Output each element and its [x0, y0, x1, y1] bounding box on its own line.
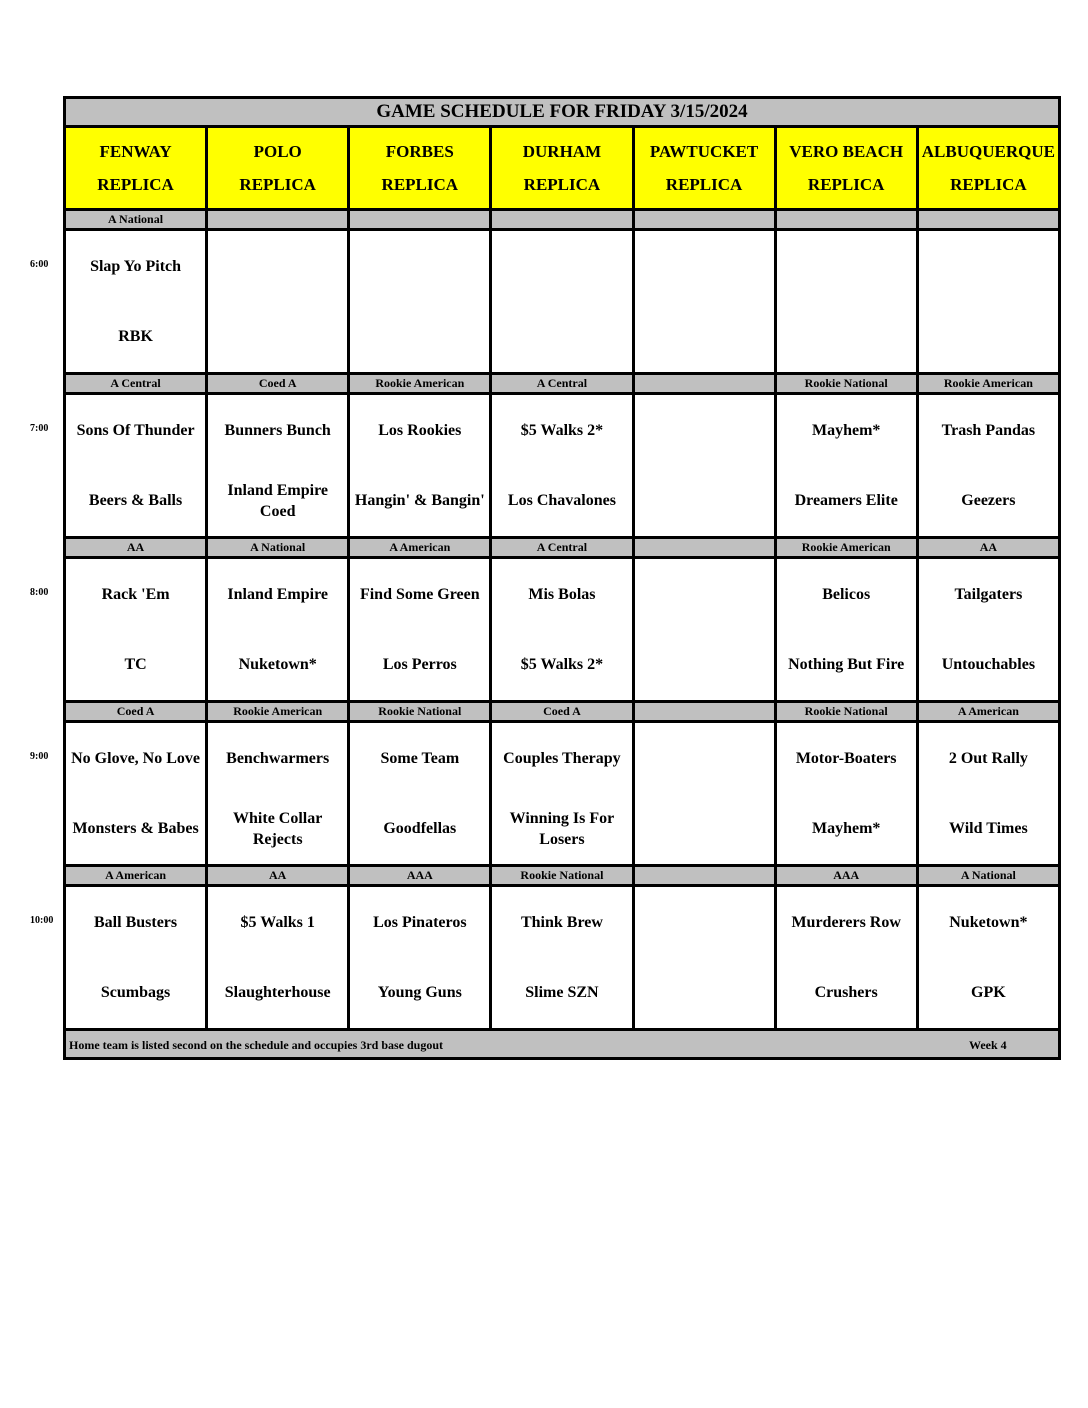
game-cell [349, 722, 491, 866]
home-team-slot [635, 958, 774, 1028]
game-cell [917, 230, 1059, 374]
game-cell [775, 558, 917, 702]
home-team-name: Beers & Balls [88, 492, 183, 509]
home-team-slot [635, 302, 774, 372]
footer-cell [65, 1030, 1060, 1059]
away-team-name: Tailgaters [954, 586, 1023, 603]
home-team-name: Inland Empire Coed [227, 481, 328, 520]
game-cell [65, 558, 207, 702]
division-label [491, 210, 633, 230]
game-cell [207, 394, 349, 538]
game-cell [775, 230, 917, 374]
division-label: Rookie National [491, 866, 633, 886]
division-label [633, 702, 775, 722]
away-team-slot [777, 724, 916, 794]
home-team-name: RBK [118, 328, 153, 345]
away-team-slot [208, 232, 347, 302]
division-label: Rookie American [917, 374, 1059, 394]
away-team-slot [492, 396, 631, 466]
field-name: DURHAM [522, 142, 602, 161]
home-team-name: $5 Walks 2* [520, 656, 604, 673]
division-label: A American [917, 702, 1059, 722]
schedule-title: GAME SCHEDULE FOR FRIDAY 3/15/2024 [65, 98, 1060, 127]
division-label [349, 210, 491, 230]
away-team-name: Trash Pandas [941, 422, 1036, 439]
game-row [65, 722, 1060, 866]
away-team-slot [66, 232, 205, 302]
division-label: A Central [491, 374, 633, 394]
footer-row [65, 1030, 1060, 1059]
field-type: REPLICA [950, 175, 1027, 194]
home-team-name: GPK [971, 984, 1006, 1001]
away-team-slot [777, 560, 916, 630]
away-team-name: Inland Empire [227, 586, 328, 603]
division-row [65, 866, 1060, 886]
game-row [65, 394, 1060, 538]
division-label: Rookie National [349, 702, 491, 722]
game-cell [65, 394, 207, 538]
field-type: REPLICA [807, 175, 885, 194]
home-team-slot [208, 466, 347, 536]
game-cell [207, 558, 349, 702]
game-cell [917, 558, 1059, 702]
division-label: Coed A [65, 702, 207, 722]
home-team-name: Winning Is For Losers [509, 809, 615, 848]
home-team-name: Nothing But Fire [788, 656, 905, 673]
away-team-name: Couples Therapy [503, 750, 621, 767]
game-cell [65, 722, 207, 866]
away-team-name: Belicos [822, 586, 871, 603]
game-cell [775, 722, 917, 866]
division-label: AAA [775, 866, 917, 886]
division-label: A American [349, 538, 491, 558]
home-team-slot [350, 302, 489, 372]
home-team-slot [350, 794, 489, 864]
home-team-slot [350, 466, 489, 536]
game-cell [491, 558, 633, 702]
division-label: AA [65, 538, 207, 558]
away-team-slot [492, 232, 631, 302]
division-label [633, 210, 775, 230]
field-header-row [65, 127, 1060, 210]
away-team-name: $5 Walks 2* [520, 422, 604, 439]
time-slot-label: 10:00 [30, 914, 54, 926]
time-slot-label: 6:00 [30, 258, 49, 270]
game-cell [491, 230, 633, 374]
schedule-table [63, 96, 1061, 1060]
home-team-slot [919, 794, 1058, 864]
division-label: Rookie American [775, 538, 917, 558]
away-team-slot [350, 888, 489, 958]
division-row [65, 210, 1060, 230]
home-team-name: Dreamers Elite [794, 492, 898, 509]
away-team-name: Ball Busters [94, 914, 178, 931]
game-cell [491, 394, 633, 538]
away-team-name: 2 Out Rally [948, 750, 1028, 767]
away-team-name: Sons Of Thunder [76, 422, 195, 439]
home-team-slot [208, 302, 347, 372]
home-team-name: Geezers [961, 492, 1016, 509]
away-team-slot [635, 232, 774, 302]
division-label [633, 866, 775, 886]
home-team-name: Crushers [814, 984, 878, 1001]
schedule-body [65, 98, 1060, 1059]
division-label [633, 538, 775, 558]
field-header [917, 127, 1059, 210]
division-label: AAA [349, 866, 491, 886]
field-header [349, 127, 491, 210]
division-row [65, 374, 1060, 394]
away-team-name: $5 Walks 1 [240, 914, 315, 931]
home-team-slot [208, 794, 347, 864]
away-team-slot [208, 724, 347, 794]
away-team-slot [635, 724, 774, 794]
field-type: REPLICA [523, 175, 601, 194]
away-team-name: Los Pinateros [373, 914, 467, 931]
field-header [775, 127, 917, 210]
field-header [65, 127, 207, 210]
home-team-slot [66, 630, 205, 700]
field-header [491, 127, 633, 210]
field-type: REPLICA [381, 175, 459, 194]
away-team-name: Mis Bolas [528, 586, 596, 603]
home-team-slot [208, 958, 347, 1028]
away-team-slot [635, 560, 774, 630]
game-cell [917, 722, 1059, 866]
home-team-slot [492, 794, 631, 864]
field-type: REPLICA [97, 175, 174, 194]
home-team-name: Mayhem* [811, 820, 881, 837]
home-team-slot [777, 794, 916, 864]
away-team-name: Murderers Row [791, 914, 901, 931]
away-team-name: Motor-Boaters [795, 750, 897, 767]
division-label: Rookie National [775, 702, 917, 722]
division-label: A American [65, 866, 207, 886]
game-cell [349, 558, 491, 702]
home-team-note: Home team is listed second on the schedule and occupies 3rd base dugout [69, 1038, 444, 1052]
away-team-name: Nuketown* [949, 914, 1028, 931]
game-cell [775, 886, 917, 1030]
away-team-slot [777, 888, 916, 958]
away-team-slot [635, 396, 774, 466]
game-cell [917, 886, 1059, 1030]
away-team-slot [208, 888, 347, 958]
game-row [65, 558, 1060, 702]
away-team-slot [350, 232, 489, 302]
game-cell [633, 886, 775, 1030]
away-team-slot [919, 560, 1058, 630]
field-name: FENWAY [99, 142, 172, 161]
home-team-name: Untouchables [941, 656, 1036, 673]
home-team-slot [635, 630, 774, 700]
game-cell [491, 722, 633, 866]
away-team-name: Slap Yo Pitch [90, 258, 182, 275]
away-team-slot [350, 724, 489, 794]
home-team-slot [919, 630, 1058, 700]
home-team-slot [635, 794, 774, 864]
home-team-name: Slime SZN [525, 984, 599, 1001]
home-team-name: Nuketown* [238, 656, 317, 673]
game-cell [633, 558, 775, 702]
home-team-name: Los Chavalones [507, 492, 616, 509]
game-row [65, 886, 1060, 1030]
division-label: A National [207, 538, 349, 558]
away-team-slot [66, 560, 205, 630]
home-team-slot [492, 466, 631, 536]
time-slot-label: 7:00 [30, 422, 49, 434]
division-label [917, 210, 1059, 230]
away-team-slot [66, 888, 205, 958]
home-team-name: Hangin' & Bangin' [354, 492, 485, 509]
field-name: FORBES [385, 142, 454, 161]
home-team-slot [492, 302, 631, 372]
field-name: PAWTUCKET [649, 142, 759, 161]
time-slot-label: 8:00 [30, 586, 49, 598]
division-label: Rookie National [775, 374, 917, 394]
home-team-name: Wild Times [949, 820, 1028, 837]
game-cell [349, 394, 491, 538]
home-team-slot [66, 466, 205, 536]
division-label: A National [65, 210, 207, 230]
home-team-name: Monsters & Babes [72, 820, 199, 837]
away-team-slot [66, 396, 205, 466]
division-label: Rookie American [207, 702, 349, 722]
home-team-slot [777, 630, 916, 700]
home-team-slot [777, 958, 916, 1028]
home-team-name: Young Guns [377, 984, 462, 1001]
home-team-slot [492, 958, 631, 1028]
away-team-slot [350, 560, 489, 630]
field-header [633, 127, 775, 210]
away-team-slot [919, 232, 1058, 302]
game-cell [65, 886, 207, 1030]
home-team-slot [777, 302, 916, 372]
away-team-name: Los Rookies [378, 422, 462, 439]
division-label [633, 374, 775, 394]
game-cell [633, 230, 775, 374]
game-cell [775, 394, 917, 538]
away-team-slot [208, 396, 347, 466]
home-team-name: White Collar Rejects [233, 809, 323, 848]
home-team-slot [919, 302, 1058, 372]
game-cell [207, 722, 349, 866]
away-team-name: Some Team [380, 750, 460, 767]
away-team-slot [777, 232, 916, 302]
home-team-slot [66, 302, 205, 372]
home-team-slot [208, 630, 347, 700]
game-cell [917, 394, 1059, 538]
game-row [65, 230, 1060, 374]
field-name: POLO [253, 142, 302, 161]
division-label: Coed A [491, 702, 633, 722]
away-team-slot [492, 724, 631, 794]
away-team-name: Find Some Green [359, 586, 480, 603]
home-team-slot [66, 958, 205, 1028]
division-label [775, 210, 917, 230]
home-team-name: TC [124, 656, 147, 673]
week-label: Week 4 [969, 1038, 1007, 1052]
division-row [65, 702, 1060, 722]
away-team-name: Think Brew [520, 914, 603, 931]
home-team-slot [492, 630, 631, 700]
title-row [65, 98, 1060, 127]
away-team-slot [208, 560, 347, 630]
away-team-slot [66, 724, 205, 794]
game-cell [65, 230, 207, 374]
division-label [207, 210, 349, 230]
home-team-name: Slaughterhouse [224, 984, 331, 1001]
division-label: AA [207, 866, 349, 886]
time-slot-label: 9:00 [30, 750, 49, 762]
away-team-slot [919, 724, 1058, 794]
home-team-slot [350, 958, 489, 1028]
field-header [207, 127, 349, 210]
away-team-name: Benchwarmers [226, 750, 330, 767]
away-team-slot [492, 888, 631, 958]
division-row [65, 538, 1060, 558]
home-team-name: Los Perros [382, 656, 457, 673]
game-cell [349, 230, 491, 374]
division-label: AA [917, 538, 1059, 558]
away-team-slot [350, 396, 489, 466]
home-team-slot [777, 466, 916, 536]
home-team-slot [919, 466, 1058, 536]
away-team-slot [777, 396, 916, 466]
away-team-name: Mayhem* [811, 422, 881, 439]
field-type: REPLICA [665, 175, 743, 194]
home-team-slot [66, 794, 205, 864]
home-team-name: Goodfellas [383, 820, 457, 837]
game-cell [207, 230, 349, 374]
division-label: Coed A [207, 374, 349, 394]
division-label: Rookie American [349, 374, 491, 394]
game-cell [207, 886, 349, 1030]
field-name: ALBUQUERQUE [921, 142, 1055, 161]
away-team-slot [635, 888, 774, 958]
division-label: A Central [491, 538, 633, 558]
away-team-name: No Glove, No Love [71, 750, 200, 767]
field-type: REPLICA [239, 175, 316, 194]
home-team-slot [635, 466, 774, 536]
division-label: A National [917, 866, 1059, 886]
away-team-slot [492, 560, 631, 630]
division-label: A Central [65, 374, 207, 394]
game-cell [349, 886, 491, 1030]
home-team-slot [350, 630, 489, 700]
away-team-slot [919, 396, 1058, 466]
game-cell [633, 722, 775, 866]
away-team-slot [919, 888, 1058, 958]
field-name: VERO BEACH [789, 142, 904, 161]
game-cell [491, 886, 633, 1030]
home-team-slot [919, 958, 1058, 1028]
game-cell [633, 394, 775, 538]
away-team-name: Bunners Bunch [224, 422, 331, 439]
home-team-name: Scumbags [100, 984, 171, 1001]
away-team-name: Rack 'Em [101, 586, 170, 603]
